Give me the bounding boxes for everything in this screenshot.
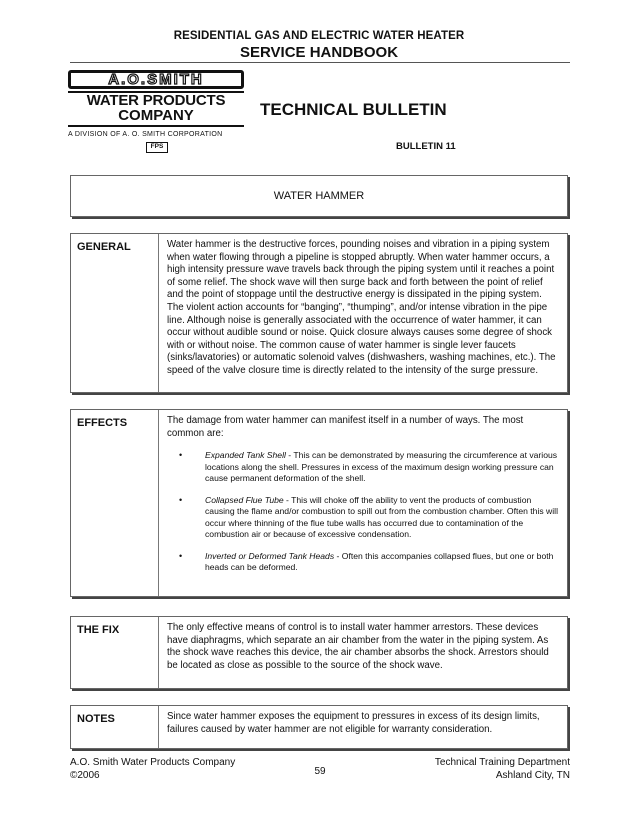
footer-right — [435, 757, 570, 782]
footer-company: A.O. Smith Water Products Company — [70, 757, 236, 768]
header-divider — [70, 62, 570, 63]
section-general — [70, 233, 568, 393]
topic-box — [70, 175, 568, 217]
header-subtitle: SERVICE HANDBOOK — [239, 44, 399, 61]
section-label: THE FIX — [71, 617, 159, 688]
bulletin-number: BULLETIN 11 — [396, 141, 456, 152]
bulletin-title: TECHNICAL BULLETIN — [260, 100, 447, 119]
list-item — [167, 495, 559, 541]
company-logo — [68, 70, 244, 154]
section-fix — [70, 616, 568, 689]
bullet-icon: • — [179, 450, 183, 461]
logo-line-2: WATER PRODUCTS — [86, 92, 226, 109]
bullet-text: - This can be demonstrated by measuring the circumference at various locations along the shell. Pressures in excess of the maximum design working pressure can cause permanent deformation of the shell. — [205, 450, 558, 484]
footer-copyright: ©2006 — [70, 769, 100, 781]
section-text: Since water hammer exposes the equipment to pressures in excess of its design limits, failures caused by water hammer are not eligible for warranty consideration. — [167, 711, 540, 735]
list-item — [167, 551, 559, 574]
topic-title: WATER HAMMER — [273, 190, 365, 202]
logo-brand-text: A.O.SMITH — [108, 71, 204, 88]
effects-list — [167, 450, 559, 574]
bullet-text: - This will choke off the ability to vent the products of combustion causing the flame and/or combustion to spill out from the combustion chamber. Often this will occur where thinning of the flue tube walls has occurred due to contamination of the combustion air or because of excessive condensation. — [205, 494, 558, 540]
bullet-term: Collapsed Flue Tube — [205, 494, 284, 505]
logo-line-3: COMPANY — [118, 107, 194, 124]
section-effects — [70, 409, 568, 597]
logo-brand — [68, 70, 244, 89]
list-item — [167, 450, 559, 485]
section-notes — [70, 705, 568, 749]
page-number: 59 — [314, 766, 326, 777]
section-label: NOTES — [71, 706, 159, 748]
logo-division-text: A DIVISION OF A. O. SMITH CORPORATION — [68, 131, 223, 138]
bullet-term: Expanded Tank Shell — [205, 450, 286, 461]
bullet-text: - Often this accompanies collapsed flues, but one or both heads can be deformed. — [205, 550, 554, 573]
section-text: The only effective means of control is to install water hammer arrestors. These devices have diaphragms, which separate an air chamber from the water in the piping system. As the shock wave reaches this device, the air chamber absorbs the shock. Arrestors should be located as close as possible to the source of the shock wave. — [167, 622, 549, 671]
footer-department: Technical Training Department — [434, 757, 570, 768]
section-label: EFFECTS — [71, 410, 159, 596]
section-body — [159, 410, 567, 596]
fps-mark-icon: FPS — [146, 142, 168, 153]
bullet-icon: • — [179, 550, 183, 561]
bullet-icon: • — [179, 494, 183, 505]
section-text: The damage from water hammer can manifest itself in a number of ways. The most common are: — [167, 415, 524, 439]
section-label: GENERAL — [71, 234, 159, 392]
header-title: RESIDENTIAL GAS AND ELECTRIC WATER HEATER — [173, 30, 465, 42]
bullet-term: Inverted or Deformed Tank Heads — [205, 550, 335, 561]
section-text: Water hammer is the destructive forces, pounding noises and vibration in a piping system when water flowing through a pipeline is stopped abruptly. When water hammer occurs, a high intensity pressure wave travels back through the piping system until it reaches a point of some relief. The shock wave will then surge back and forth between the point of relief and the point of stoppage until the destructive energy is dissipated in the piping system. The violent action accounts for “banging”, “thumping”, and/or intense vibration in the pipe line. Although noise is generally associated with the occurrence of water hammer, it can occur without audible sound or noise. Quick closure always causes some degree of shock with or without noise. The common cause of water hammer is single lever faucets (sinks/lavatories) or automatic solenoid valves (dishwashers, washing machines, etc.). The speed of the valve closure time is directly related to the intensity of the surge pressure. — [167, 239, 556, 376]
footer-location: Ashland City, TN — [495, 769, 570, 781]
logo-rule — [68, 125, 244, 127]
